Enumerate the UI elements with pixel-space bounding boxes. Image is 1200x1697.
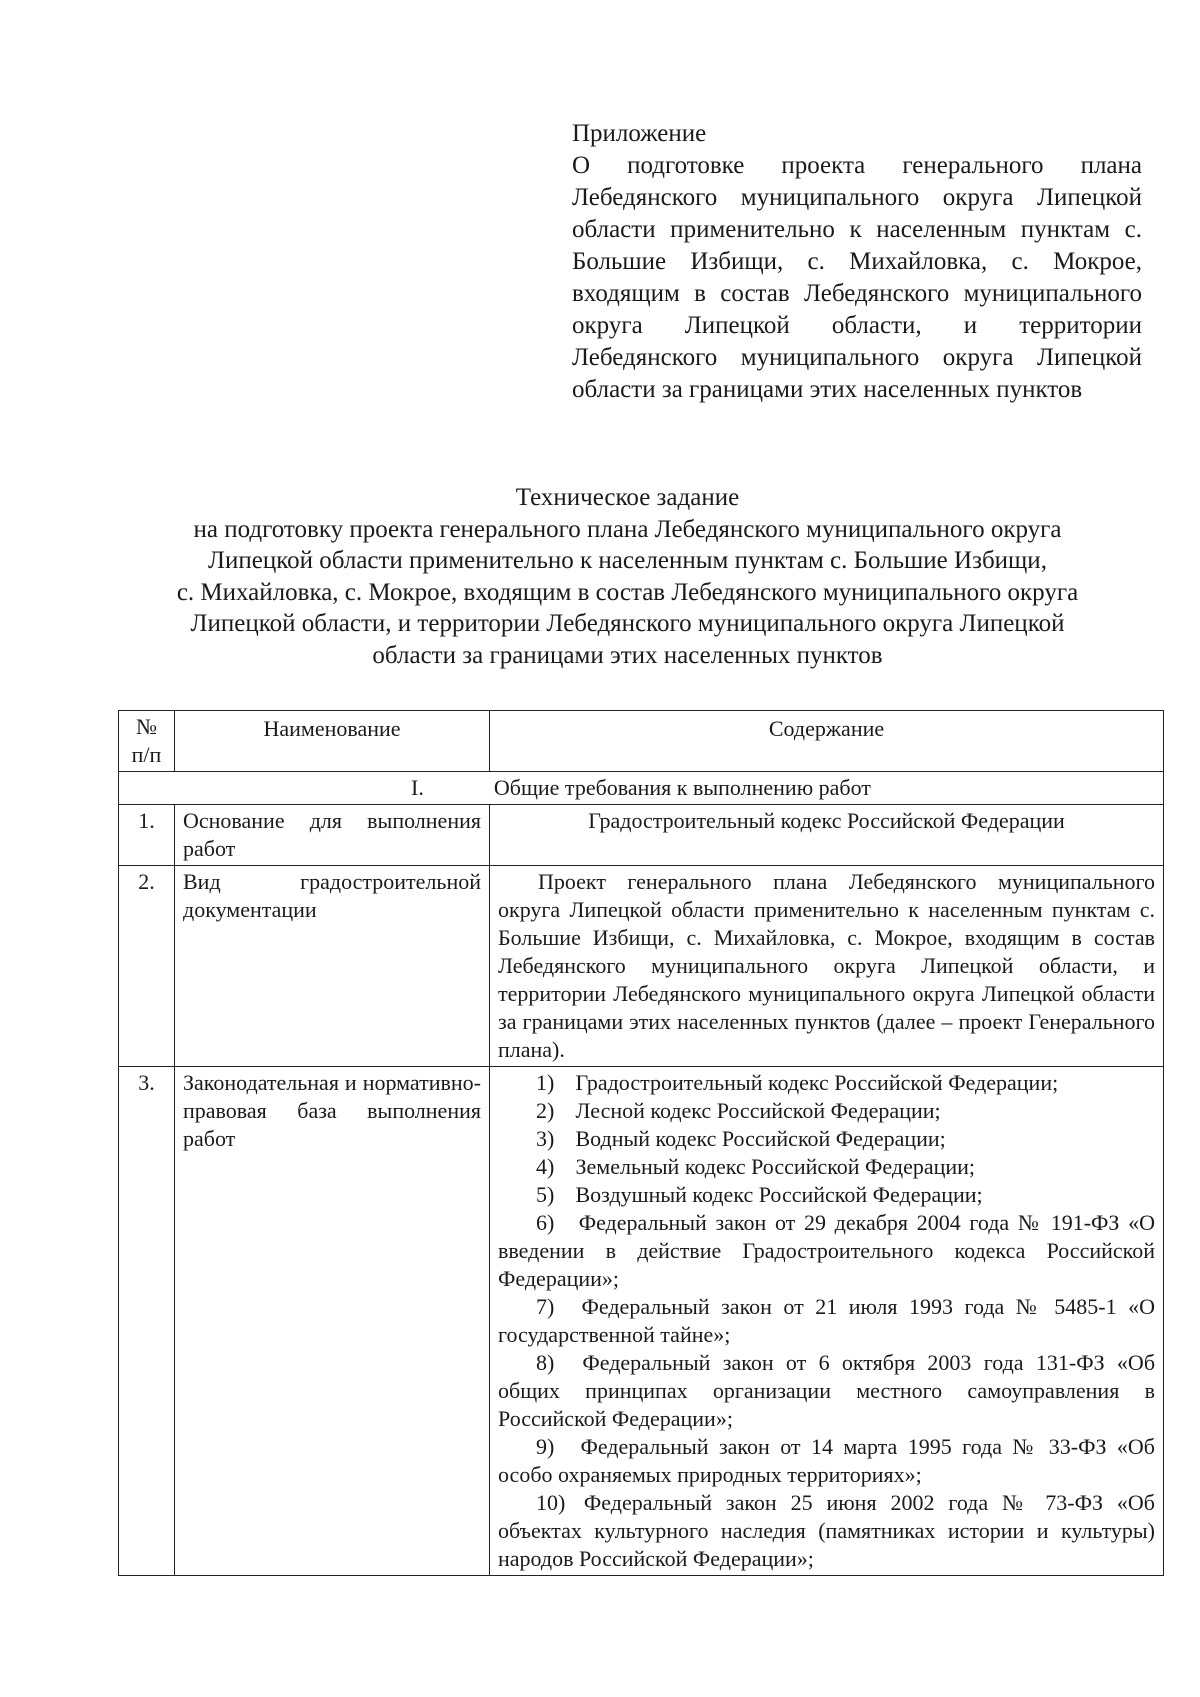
list-item-number: 5) bbox=[536, 1182, 555, 1207]
title-line: с. Михайловка, с. Мокрое, входящим в состав Лебедянского муниципального округа bbox=[176, 578, 1079, 606]
table-row bbox=[119, 805, 1164, 866]
list-item-text: Водный кодекс Российской Федерации; bbox=[575, 1126, 946, 1151]
section-cell bbox=[119, 772, 1164, 805]
list-item bbox=[498, 1181, 1155, 1209]
list-item-number: 8) bbox=[536, 1350, 555, 1375]
row-name: Вид градостроительной документации bbox=[175, 866, 490, 1067]
list-item bbox=[498, 1433, 1155, 1489]
list-item bbox=[498, 1209, 1155, 1293]
appendix-text: О подготовке проекта генерального плана Лебедянского муниципального округа Липецкой области применительно к населенным пунктам с. Большие Избищи, с. Михайловка, с. Мокрое, входящим в состав Лебедянского муниципального округа Липецкой области, и территории Лебедянского муниципального округа Липецкой области за границами этих населенных пунктов bbox=[572, 152, 1142, 403]
row-num: 2. bbox=[119, 866, 175, 1067]
list-item bbox=[498, 1069, 1155, 1097]
title-line: Техническое задание bbox=[515, 484, 740, 511]
table-row bbox=[119, 866, 1164, 1067]
row-name: Законодательная и нормативно-правовая база выполнения работ bbox=[175, 1067, 490, 1576]
list-item-number: 1) bbox=[536, 1070, 555, 1095]
header-num: № п/п bbox=[119, 711, 175, 772]
laws-list bbox=[498, 1069, 1155, 1573]
title-line: Липецкой области, и территории Лебедянского муниципального округа Липецкой bbox=[190, 610, 1065, 637]
list-item-text: Федеральный закон от 6 октября 2003 года 131-ФЗ «Об общих принципах организации местного самоуправления в Российской Федерации»; bbox=[498, 1350, 1156, 1431]
list-item-text: Лесной кодекс Российской Федерации; bbox=[575, 1098, 941, 1123]
list-item-number: 3) bbox=[536, 1126, 555, 1151]
list-item bbox=[498, 1097, 1155, 1125]
appendix-block bbox=[572, 118, 1142, 406]
section-title: Общие требования к выполнению работ bbox=[493, 775, 871, 800]
title-line: Липецкой области применительно к населенным пунктам с. Большие Избищи, bbox=[208, 547, 1047, 574]
list-item-number: 10) bbox=[536, 1490, 566, 1515]
table-row bbox=[119, 1067, 1164, 1576]
list-item bbox=[498, 1349, 1155, 1433]
row-num: 3. bbox=[119, 1067, 175, 1576]
list-item-number: 2) bbox=[536, 1098, 555, 1123]
title-line: области за границами этих населенных пунктов bbox=[372, 641, 883, 669]
table-header-row bbox=[119, 711, 1164, 772]
row-content: Проект генерального плана Лебедянского муниципального округа Липецкой области применительно к населенным пунктам с. Большие Избищи, с. Михайловка, с. Мокрое, входящим в состав Лебедянского муниципального округа Липецкой области, и территории Лебедянского муниципального округа Липецкой области за границами этих населенных пунктов (далее – проект Генерального плана). bbox=[490, 866, 1164, 1067]
list-item-text: Федеральный закон от 21 июля 1993 года № 5485-1 «О государственной тайне»; bbox=[498, 1294, 1155, 1347]
row-num: 1. bbox=[119, 805, 175, 866]
row-content bbox=[490, 1067, 1164, 1576]
list-item-text: Воздушный кодекс Российской Федерации; bbox=[575, 1182, 983, 1207]
list-item-number: 4) bbox=[536, 1154, 555, 1179]
header-content: Содержание bbox=[490, 711, 1164, 772]
title-line: на подготовку проекта генерального плана Лебедянского муниципального округа bbox=[193, 515, 1062, 543]
spec-table bbox=[118, 710, 1164, 1576]
document-title bbox=[110, 482, 1145, 671]
list-item bbox=[498, 1153, 1155, 1181]
row-content: Градостроительный кодекс Российской Федерации bbox=[490, 805, 1164, 866]
appendix-title: Приложение bbox=[572, 120, 707, 147]
list-item-text: Федеральный закон от 29 декабря 2004 года № 191-ФЗ «О введении в действие Градостроительного кодекса Российской Федерации»; bbox=[498, 1210, 1155, 1291]
list-item-number: 6) bbox=[536, 1210, 555, 1235]
list-item-number: 9) bbox=[536, 1434, 555, 1459]
list-item-text: Земельный кодекс Российской Федерации; bbox=[575, 1154, 976, 1179]
list-item bbox=[498, 1293, 1155, 1349]
list-item bbox=[498, 1489, 1155, 1573]
list-item-number: 7) bbox=[536, 1294, 555, 1319]
row-name: Основание для выполнения работ bbox=[175, 805, 490, 866]
section-number: I. bbox=[411, 775, 424, 800]
list-item-text: Федеральный закон от 14 марта 1995 года № 33-ФЗ «Об особо охраняемых природных территориях»; bbox=[498, 1434, 1155, 1487]
section-row bbox=[119, 772, 1164, 805]
list-item bbox=[498, 1125, 1155, 1153]
list-item-text: Градостроительный кодекс Российской Федерации; bbox=[575, 1070, 1059, 1095]
header-name: Наименование bbox=[175, 711, 490, 772]
list-item-text: Федеральный закон 25 июня 2002 года № 73-ФЗ «Об объектах культурного наследия (памятниках истории и культуры) народов Российской Федерации»; bbox=[498, 1490, 1155, 1571]
